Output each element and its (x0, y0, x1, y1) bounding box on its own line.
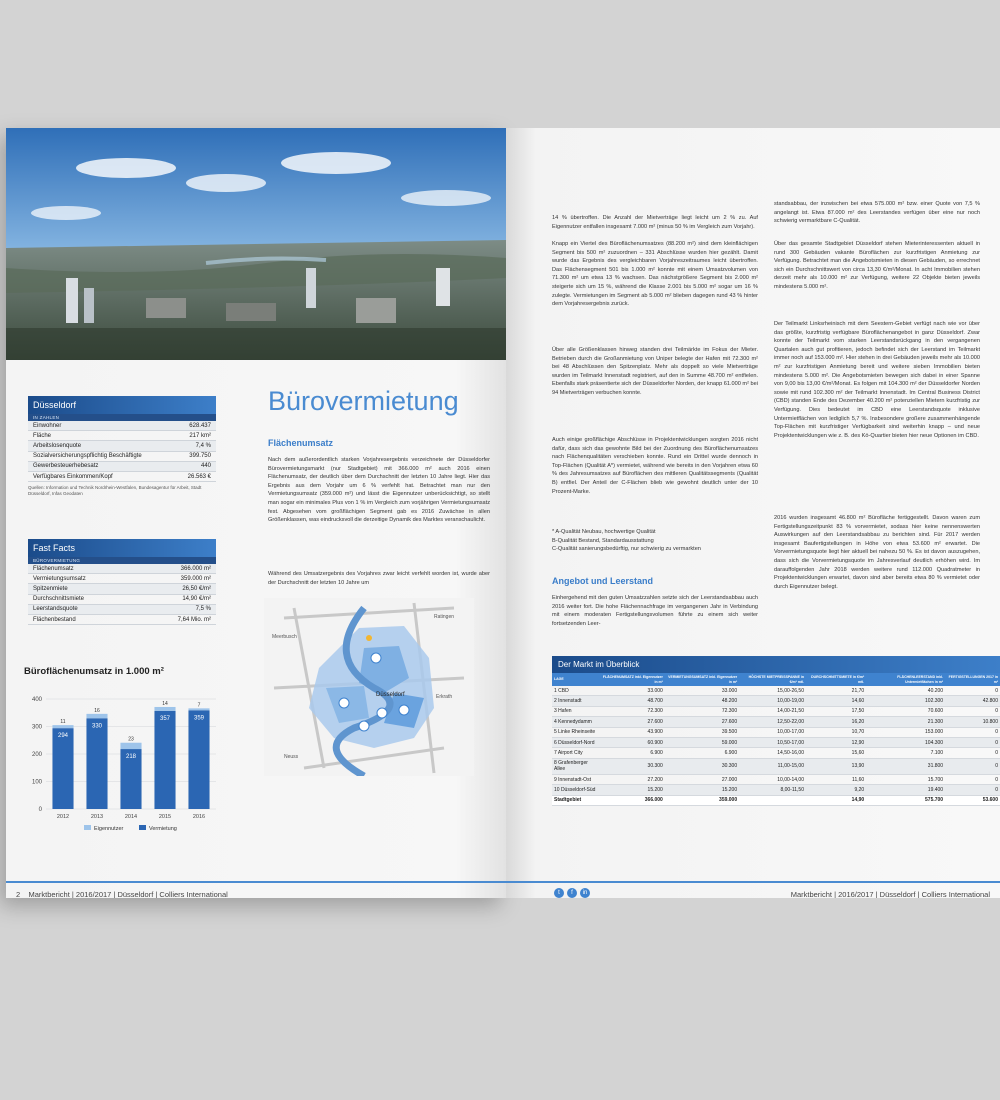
market-cell: 0 (945, 748, 1000, 758)
bar-owner-label: 16 (94, 707, 100, 714)
market-cell: 42.800 (945, 696, 1000, 706)
fast-fact-row (28, 564, 216, 574)
city-fact-value: 440 (200, 463, 211, 470)
quality-note-b: B-Qualität Bestand, Standardausstattung (552, 537, 654, 544)
market-cell: 48.700 (600, 696, 665, 706)
map-label-north: Ratingen (434, 614, 455, 620)
market-header-cell: HÖCHSTE MIETPREISSPANNE in €/m² mtl. (739, 673, 806, 686)
map-label-west: Meerbusch (272, 634, 297, 640)
right-col2-p1: standsabbau, der inzwischen bei etwa 575.000 m² bzw. einer Quote von 7,5 % angelangt ist. Etwa 87.000 m² des Leerstandes verfügen über eine nur noch schwierig vermarktbare C-Qualität. (774, 201, 980, 225)
market-cell: 27.600 (665, 717, 739, 727)
fast-fact-value: 7,5 % (195, 606, 211, 613)
market-cell: 12,50-22,00 (739, 717, 806, 727)
bar-value-label: 330 (91, 723, 103, 730)
market-cell: 70.600 (866, 706, 945, 716)
market-cell: 39.500 (665, 727, 739, 737)
bar-eigennutzer (188, 708, 209, 710)
market-cell: 11,60 (806, 775, 866, 785)
market-header-cell: DURCHSCHNITTSMIETE in €/m² mtl. (806, 673, 866, 686)
right-col1-p4: Auch einige großflächige Abschlüsse in Projektentwicklungen sorgten 2016 nicht dafür, dass sich das gewohnte Bild bei der Zuordnung des Büroflächenumsatzes nach Flächenqualitäten verschieben konnte. Rund ein Drittel wurde dennoch in Top-Flächen (Qualität A*) vermietet, während wie bereits in den Vorjahren etwa 60 % des Jahresumsatzes auf Büroflächen des mittleren Qualitätssegments (Qualität B) entfiel. Der Anteil der C-Flächen blieb wie gewohnt deutlich unter der 10 Prozent-Marke. (552, 437, 758, 495)
market-total-cell: 53.600 (945, 795, 1000, 805)
city-fact-row (28, 421, 216, 431)
right-col2-p2: Über das gesamte Stadtgebiet Düsseldorf stehen Mieterinteressenten aktuell in rund 300 Gebäuden vakante Büroflächen zur kurzfristigen Anmietung zur Verfügung. Betrachtet man die Angebotsmieten in diesen Gebäuden, so errechnet sich ein Durchschnittswert von circa 13,30 €/m²/Monat. In acht Immobilien stehen derzeit mehr als 10.000 m² zur Verfügung, weitere 22 Objekte bieten jeweils mindestens 5.000 m². (774, 241, 980, 290)
city-fact-value: 628.437 (189, 422, 211, 429)
market-row (552, 696, 1000, 706)
x-tick-label: 2016 (192, 814, 206, 820)
market-cell: 15,60 (806, 748, 866, 758)
market-cell: 10,70 (806, 727, 866, 737)
right-col2-p3: Der Teilmarkt Linksrheinisch mit dem Seestern-Gebiet verfügt nach wie vor über das größte, kurzfristig verfügbare Büroflächenangebot in ganz Düsseldorf. Zwar konnte der Teilmarkt vom starken Leerstandsrückgang in den vergangenen Quartalen auch gut profitieren, jedoch befindet sich der Leerstand im Teilmarkt immer noch auf 153.000 m². Hier stehen in drei Gebäuden jeweils mehr als 10.000 m² zur kurzfristigen Anmietung bereit und weitere sieben Immobilien bieten mindestens 5.000 m². Die Angebotsmieten bewegen sich dabei in einer Spanne von 9,00 bis 13,00 €/m²/Monat. Es folgen mit 104.300 m² der Düsseldorfer Norden sowie mit rund 102.300 m² der Teilmarkt Innenstadt. Im Central Business District (CBD) standen Ende des Dezember 40.200 m² potenziellen Mietern kurzfristig zur Verfügung. Dies bedeutet im CBD eine Leerstandsquote inklusive Untermietflächen von lediglich 5,7 %. Insbesondere großere zusammenhängende Top-Flächen mit kurzfristiger Verfügbarkeit sind weiterhin knapp – und neue Projektentwicklungen wie z. B. des Kö-Quartier bieten hier neue Optionen im CBD. (774, 321, 980, 439)
legend-swatch-vermietung (139, 825, 146, 830)
market-total-cell: 14,90 (806, 795, 866, 805)
market-cell: 30.300 (665, 758, 739, 774)
fast-fact-row (28, 574, 216, 584)
section-heading-flaechenumsatz: Flächenumsatz (268, 438, 334, 448)
city-fact-value: 217 km² (189, 432, 211, 439)
section-heading-angebot: Angebot und Leerstand (552, 576, 653, 586)
x-tick-label: 2015 (158, 814, 172, 820)
left-footer (16, 890, 228, 898)
market-total-cell: Stadtgebiet (552, 795, 600, 805)
market-cell: 15.700 (866, 775, 945, 785)
fast-fact-row (28, 584, 216, 594)
market-row (552, 775, 1000, 785)
market-cell: 0 (945, 706, 1000, 716)
twitter-icon[interactable]: t (554, 888, 564, 898)
market-cell: 102.300 (866, 696, 945, 706)
market-cell: 8,00-11,50 (739, 785, 806, 795)
market-total-cell: 359.000 (665, 795, 739, 805)
bar-vermietung (52, 728, 73, 809)
bar-eigennutzer (154, 707, 175, 711)
facebook-icon[interactable]: f (567, 888, 577, 898)
bar-vermietung (86, 718, 107, 809)
quality-notes (552, 528, 701, 554)
city-fact-row (28, 441, 216, 451)
city-fact-value: 26.563 € (187, 473, 211, 480)
market-header-cell: FLÄCHENLEERSTAND inkl. Untermietflächen in m² (866, 673, 945, 686)
page-number: 2 (16, 890, 21, 898)
market-row (552, 785, 1000, 795)
market-cell: 59.000 (665, 737, 739, 747)
city-fact-label: Sozialversicherungspflichtig Beschäftigte (33, 453, 142, 460)
y-tick-label: 300 (31, 724, 42, 731)
market-row (552, 706, 1000, 716)
market-cell: 33.000 (600, 686, 665, 696)
market-cell: 14,00-21,50 (739, 706, 806, 716)
market-cell: 0 (945, 758, 1000, 774)
chart-title: Büroflächenumsatz in 1.000 m² (24, 666, 164, 677)
fast-fact-label: Leerstandsquote (33, 606, 78, 613)
quality-note-c: C-Qualität sanierungsbedürftig, nur schwierig zu vermarkten (552, 546, 701, 553)
market-cell: 10,00-17,00 (739, 727, 806, 737)
market-cell: 16,20 (806, 717, 866, 727)
footer-rule (6, 881, 506, 883)
market-total-cell: 366.000 (600, 795, 665, 805)
city-fact-label: Verfügbares Einkommen/Kopf (33, 473, 113, 480)
market-cell: 4 Kennedydamm (552, 717, 600, 727)
market-cell: 10,50-17,00 (739, 737, 806, 747)
market-cell: 9 Innenstadt-Ost (552, 775, 600, 785)
market-cell: 6.900 (600, 748, 665, 758)
y-tick-label: 200 (31, 752, 42, 758)
city-aerial-photo (6, 128, 506, 360)
fast-fact-value: 14,90 €/m² (182, 596, 211, 603)
market-header-cell: LAGE (552, 673, 600, 686)
market-header-cell: FLÄCHENUMSATZ inkl. Eigennutzer in m² (600, 673, 665, 686)
market-cell: 27.600 (600, 717, 665, 727)
market-total-cell: 575.700 (866, 795, 945, 805)
market-row (552, 686, 1000, 696)
x-tick-label: 2012 (56, 814, 70, 820)
market-cell: 0 (945, 785, 1000, 795)
fast-fact-label: Spitzenmiete (33, 585, 68, 592)
market-cell: 10.800 (945, 717, 1000, 727)
legend-label-vermietung: Vermietung (149, 826, 177, 832)
fast-fact-row (28, 615, 216, 625)
linkedin-icon[interactable]: in (580, 888, 590, 898)
market-cell: 9,20 (806, 785, 866, 795)
fast-fact-value: 366.000 m² (180, 565, 211, 572)
fast-fact-label: Durchschnittsmiete (33, 596, 85, 603)
x-tick-label: 2014 (124, 814, 138, 820)
market-title: Der Markt im Überblick (552, 656, 1000, 673)
bar-vermietung (188, 710, 209, 809)
right-col1-p2: Knapp ein Viertel des Büroflächenumsatzes (88.200 m²) sind dem kleinflächigen Segment bis 500 m² zuzuordnen – 331 Abschlüsse wurden hier gezählt. Damit wurde das Ergebnis des vergleichbaren Vorjahreszeitraumes leicht übertroffen. Das Flächensegment 501 bis 1.000 m² konnte mit einem Umsatzvolumen von 71.300 m² um etwa 13 % wachsen. Das nächstgrößere Segment bis 2.000 m² steigerte sich um 15 %, während die Klasse 2.001 bis 5.000 m² sogar um 16 % zulegte. Vermietungen im Segment ab 5.000 m² blieben dagegen rund 43 % hinter dem Vorjahresergebnis zurück. (552, 241, 758, 308)
market-cell: 15.200 (600, 785, 665, 795)
bar-owner-label: 14 (162, 700, 168, 707)
market-cell: 60.900 (600, 737, 665, 747)
city-table-source: Quellen: Information und Technik Nordrhein-Westfalen, Bundesagentur für Arbeit, Stadt Düsseldorf, Infas Geodaten (28, 485, 202, 497)
city-fact-label: Einwohner (33, 422, 62, 429)
market-cell: 104.300 (866, 737, 945, 747)
fast-fact-row (28, 595, 216, 605)
city-fact-value: 7,4 % (195, 442, 211, 449)
city-fact-row (28, 472, 216, 482)
market-cell: 27.000 (665, 775, 739, 785)
city-fact-label: Arbeitslosenquote (33, 442, 82, 449)
right-footer: Marktbericht | 2016/2017 | Düsseldorf | Colliers International (790, 890, 990, 898)
map-label-east: Erkrath (436, 694, 453, 700)
bar-value-label: 357 (159, 715, 171, 722)
market-cell: 8 Grafenberger Allee (552, 758, 600, 774)
city-fact-label: Fläche (33, 432, 52, 439)
market-cell: 0 (945, 737, 1000, 747)
market-cell: 5 Linke Rheinseite (552, 727, 600, 737)
right-col1-p5: Einhergehend mit den guten Umsatzzahlen setzte sich der Leerstandsabbau auch 2016 weiter fort. Die hohe Flächennachfrage im vergangenen Jahr in Verbindung mit einem moderaten Fertigstellungsvolumen führte zu einem sich weiter fortsetzenden Leer- (552, 595, 758, 627)
bar-owner-label: 7 (197, 702, 201, 709)
market-row (552, 737, 1000, 747)
fast-facts-title: Fast Facts (28, 539, 216, 557)
x-tick-label: 2013 (90, 814, 104, 820)
page-title: Bürovermietung (268, 386, 459, 416)
body-paragraph-1: Nach dem außerordentlich starken Vorjahresergebnis verzeichnete der Düsseldorfer Bürovermietungsmarkt (nur Stadtgebiet) mit 366.000 m² auch 2016 einen Flächenumsatz, der deutlich über dem Durchschnitt der letzten 10 Jahre liegt. Hier das Ergebnis aus dem Vorjahr um 6 % verfehlt hat. Betrachtet man nur den Vermietungsumsatz (359.000 m²) und lässt die Eigennutzer unberücksichtigt, so stellt man sogar ein minimales Plus von 1 % im Vergleich zum vorjährigen Vermietungsumsatz fest. Abgesehen vom großflächigen Segment gab es 2016 Zuwächse in allen Größenklassen, was eindrucksvoll die derzeitige Dynamik des Marktes veranschaulicht. (268, 457, 490, 524)
city-fact-row (28, 462, 216, 472)
market-cell: 72.300 (665, 706, 739, 716)
city-table-sub: IN ZAHLEN (28, 414, 216, 421)
market-cell: 10,00-14,00 (739, 775, 806, 785)
legend-swatch-eigennutzer (84, 825, 91, 830)
y-tick-label: 0 (38, 807, 42, 813)
market-cell: 0 (945, 775, 1000, 785)
bar-owner-label: 11 (60, 719, 66, 726)
map-label-south: Neuss (284, 754, 299, 760)
footer-text: Marktbericht | 2016/2017 | Düsseldorf | Colliers International (28, 890, 228, 898)
market-cell: 3 Hafen (552, 706, 600, 716)
fast-fact-label: Vermietungsumsatz (33, 575, 86, 582)
city-fact-row (28, 452, 216, 462)
market-cell: 13,90 (806, 758, 866, 774)
market-cell: 72.300 (600, 706, 665, 716)
legend-label-eigennutzer: Eigennutzer (94, 826, 124, 832)
market-total-row (552, 795, 1000, 805)
bar-value-label: 359 (193, 715, 205, 722)
city-facts-table (28, 396, 216, 497)
market-cell: 6 Düsseldorf-Nord (552, 737, 600, 747)
district-map (264, 598, 474, 776)
market-cell: 7.100 (866, 748, 945, 758)
fast-fact-label: Flächenbestand (33, 616, 76, 623)
fast-facts-table (28, 539, 216, 625)
right-col2-p4: 2016 wurden insgesamt 46.800 m² Bürofläche fertiggestellt. Davon waren zum Fertigstellungszeitpunkt 83 % vorvermietet, sodass hier keine nennenswerten Auswirkungen auf den Leerstandsabbau zu berichten sind. Für 2017 werden insgesamt Baufertigstellungen in Höhe von etwa 53.600 m² erwartet. Die Vorvermietungsquote liegt hier aktuell bei nahezu 50 %. Es ist davon auszugehen, dass sich die Vorvermietungsquote im Jahresverlauf deutlich erhöhen wird. Im darauffolgenden Jahr 2018 werden weitere rund 112.000 Quadratmeter in Projektentwicklungen erwartet, davon sind aber bereits etwa 80 % vermietet oder durch Eigennutzer belegt. (774, 515, 980, 590)
market-cell: 6.900 (665, 748, 739, 758)
fast-fact-row (28, 605, 216, 615)
bar-eigennutzer (120, 743, 141, 749)
market-row (552, 727, 1000, 737)
market-cell: 15.200 (665, 785, 739, 795)
right-col1-p1: 14 % übertroffen. Die Anzahl der Mietverträge liegt leicht um 2 % zu. Auf Eigennutzer entfallen insgesamt 7.000 m² (minus 50 % im Vergleich zum Vorjahr). (552, 215, 758, 230)
market-row (552, 758, 1000, 774)
office-space-chart (24, 666, 224, 846)
fast-fact-label: Flächenumsatz (33, 565, 74, 572)
market-cell: 2 Innenstadt (552, 696, 600, 706)
city-fact-label: Gewerbesteuerhebesatz (33, 463, 99, 470)
market-cell: 17,50 (806, 706, 866, 716)
fast-facts-sub: BÜROVERMIETUNG (28, 557, 216, 564)
bar-owner-label: 23 (128, 736, 134, 743)
market-total-cell (739, 795, 806, 805)
market-cell: 33.000 (665, 686, 739, 696)
market-cell: 10,00-19,00 (739, 696, 806, 706)
right-col1-p3: Über alle Größenklassen hinweg standen drei Teilmärkte im Fokus der Mieter. Betrieben durch die Großanmietung von Uniper belegte der Hafen mit 72.300 m² bei 48 Abschlüssen den Spitzenplatz. Mehr als doppelt so viele Mietverträge wurden im Teilmarkt Innenstadt registriert, auf den in Summe 48.700 m² entfielen. Ebenfalls stark präsentierte sich der Düsseldorfer Norden, der knapp 61.000 m² bei 94 Mietverträgen verbuchen konnte. (552, 347, 758, 396)
city-fact-value: 399.750 (189, 453, 211, 460)
market-cell: 43.900 (600, 727, 665, 737)
market-cell: 0 (945, 686, 1000, 696)
market-cell: 14,50-16,00 (739, 748, 806, 758)
market-overview-table (552, 656, 1000, 806)
market-cell: 15,00-26,50 (739, 686, 806, 696)
market-row (552, 717, 1000, 727)
market-cell: 153.000 (866, 727, 945, 737)
body-paragraph-2: Während des Umsatzergebnis des Vorjahres zwar leicht verfehlt worden ist, wurde aber der Durchschnitt der letzten 10 Jahre um (268, 571, 490, 586)
market-header-cell: VERMIETUNGSUMSATZ inkl. Eigennutzer in m² (665, 673, 739, 686)
fast-fact-value: 359.000 m² (180, 575, 211, 582)
market-cell: 40.200 (866, 686, 945, 696)
quality-note-a: * A-Qualität Neubau, hochwertige Qualität (552, 529, 656, 535)
city-fact-row (28, 431, 216, 441)
market-cell: 14,60 (806, 696, 866, 706)
market-cell: 31.800 (866, 758, 945, 774)
bar-value-label: 294 (57, 733, 69, 740)
market-cell: 19.400 (866, 785, 945, 795)
footer-rule-right (506, 881, 1000, 883)
y-tick-label: 400 (31, 697, 42, 703)
social-links (554, 888, 590, 898)
market-cell: 12,90 (806, 737, 866, 747)
fast-fact-value: 26,50 €/m² (182, 585, 211, 592)
y-tick-label: 100 (31, 779, 42, 786)
market-cell: 27.200 (600, 775, 665, 785)
bar-eigennutzer (86, 714, 107, 718)
market-cell: 11,00-15,00 (739, 758, 806, 774)
market-cell: 0 (945, 727, 1000, 737)
city-table-title: Düsseldorf (28, 396, 216, 414)
market-row (552, 748, 1000, 758)
right-page (506, 128, 1000, 898)
market-cell: 30.300 (600, 758, 665, 774)
market-cell: 7 Airport City (552, 748, 600, 758)
market-cell: 21.300 (866, 717, 945, 727)
left-page (6, 128, 506, 898)
market-cell: 21,70 (806, 686, 866, 696)
market-cell: 1 CBD (552, 686, 600, 696)
chart-canvas (24, 677, 224, 842)
map-label-center: Düsseldorf (376, 692, 405, 698)
market-header-cell: FERTIGSTELLUNGEN 2017 in m² (945, 673, 1000, 686)
market-cell: 10 Düsseldorf-Süd (552, 785, 600, 795)
bar-vermietung (154, 711, 175, 809)
bar-eigennutzer (52, 725, 73, 728)
brochure-spread (6, 128, 1000, 898)
market-cell: 48.200 (665, 696, 739, 706)
bar-value-label: 218 (125, 754, 137, 761)
fast-fact-value: 7,64 Mio. m² (177, 616, 211, 623)
